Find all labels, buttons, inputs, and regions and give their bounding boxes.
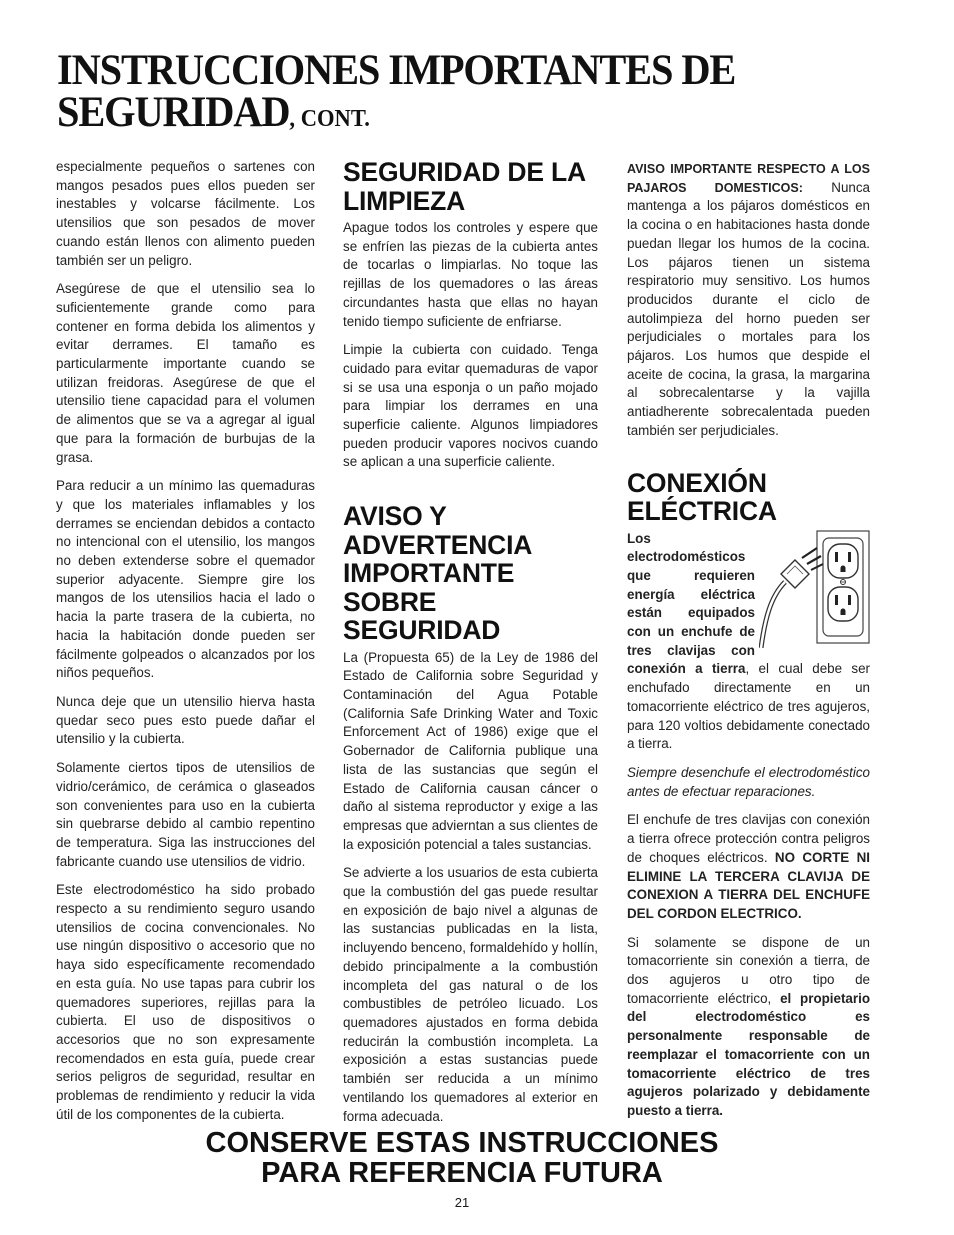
plug-text: El enchufe de tres clavijas con conexión a tierra ofrece protección contra peligros de choques eléctricos.	[627, 812, 870, 865]
outlet-plug-illustration-icon	[759, 530, 872, 648]
column-right	[627, 160, 870, 1131]
paragraph: Nunca deje que un utensilio hierva hasta quedar seco pues esto puede dañar el utensilio y la cubierta.	[56, 693, 315, 747]
paragraph: especialmente pequeños o sartenes con mangos pesados pues ellos pueden ser inestables y volcarse fácilmente. Los utensilios que son pesados de mover cuando están llenos con alimento pueden también ser un peligro.	[56, 159, 315, 268]
electrical-bold: Los electrodomésticos que requieren energía eléctrica están equipados con un enchufe de tres clavijas con conexión a tierra	[627, 530, 755, 677]
electrical-text: , el cual debe ser enchufado directamente en un tomacorriente eléctrico de tres agujeros, para 120 voltios debidamente conectado a tierra.	[627, 661, 870, 752]
section-heading-cleaning: SEGURIDAD DE LA LIMPIEZA	[343, 157, 585, 216]
paragraph: Asegúrese de que el utensilio sea lo suficientemente grande como para contener en forma debida los alimentos y evitar derrames. El tamaño es particularmente importante cuando se utilizan freidoras. Asegúrese de que el utensilio tiene capacidad para el volumen de alimentos que se va a agregar al igual que para la formación de burbujas de la grasa.	[56, 281, 315, 465]
paragraph: La (Propuesta 65) de la Ley de 1986 del Estado de California sobre Seguridad y Contaminación del Agua Potable (California Safe Drinking Water and Toxic Enforcement Act of 1986) exige que el Gobernador de California publique una lista de las sustancias que según el Estado de California causan cáncer o daño al sistema reproductor y exige a las empresas que advierntan a sus clientes de la exposición potencial a tales sustancias.	[343, 649, 598, 852]
birds-heading: AVISO IMPORTANTE RESPECTO A LOS PAJAROS DOMESTICOS:	[627, 162, 870, 195]
footer-line1: CONSERVE ESTAS INSTRUCCIONES	[205, 1127, 719, 1159]
owner-bold: el propietario del electrodoméstico es personalmente responsable de reemplazar el tomacorriente con un tomacorriente eléctrico de tres agujeros polarizado y debidamente puesto a tierra.	[627, 990, 870, 1118]
paragraph: Este electrodoméstico ha sido probado respecto a su rendimiento seguro usando utensilios de cocina convencionales. No use ningún dispositivo o accesorio que no haya sido específicamente recomendado en esta guía. No use tapas para cubrir los quemadores superiores, rejillas para la cubierta. El uso de dispositivos o accesorios que no son expresamente recomendados en esta guía, puede crear serios peligros de seguridad, resultar en problemas de rendimiento y reducir la vida útil de los componentes de la cubierta.	[56, 882, 315, 1122]
column-left	[56, 158, 315, 1134]
paragraph: Para reducir a un mínimo las quemaduras y que los materiales inflamables y los derrames se enciendan debidos a contacto no intencional con el utensilio, los mangos no deben extenderse sobre el quemador superior adyacente. Siempre gire los mangos de los utensilios hacia el lado o hacia la parte trasera de la cubierta, no hacia la habitación donde pueden ser fácilmente golpeados o alcanzados por los niños pequeños.	[56, 478, 315, 681]
title-main: INSTRUCCIONES IMPORTANTES DE SEGURIDAD	[57, 47, 736, 136]
footer-heading	[0, 1128, 924, 1188]
page-number: 21	[454, 1195, 470, 1210]
paragraph: Apague todos los controles y espere que se enfríen las piezas de la cubierta antes de tocarlas o limpiarlas. No toque las rejillas de los quemadores o las áreas circundantes hasta que ellas no hayan tenido tiempo suficiente de enfriarse.	[343, 220, 598, 329]
paragraph: Solamente ciertos tipos de utensilios de vidrio/cerámico, de cerámica o glaseados son convenientes para uso en la cubierta sin quebrarse debido al cambio repentino de temperatura. Siga las instrucciones del fabricante cuando use utensilios de vidrio.	[56, 760, 315, 869]
section-heading-warning: AVISO Y ADVERTENCIA IMPORTANTE SOBRE SEGURIDAD	[343, 501, 532, 646]
electrical-block	[627, 530, 870, 754]
paragraph: Se advierte a los usuarios de esta cubierta que la combustión del gas puede resultar en exposición de bajo nivel a algunas de las sustancias publicadas en la lista, incluyendo benceno, formaldehído y hollín, debido principalmente a la combustión incompleta del gas natural o de los combustibles de petróleo licuado. Los quemadores ajustados en forma debida reducirán la combustión incompleta. La exposición a estas sustancias puede también ser reducida a un mínimo ventilando los quemadores al exterior en forma adecuada.	[343, 865, 598, 1124]
birds-text: Nunca mantenga a los pájaros domésticos en la cocina o en habitaciones hasta donde puedan llegar los humos de la cocina. Los pájaros tienen un sistema respiratorio muy sensitivo. Los humos producidos durante el ciclo de autolimpieza del horno pueden ser perjudiciales o mortales para los pájaros. Los humos que despide el aceite de cocina, la grasa, la margarina al sobrecalentarse y la vajilla antiadherente sobrecalentada pueden también ser perjudiciales.	[627, 179, 870, 438]
plug-paragraph	[627, 811, 870, 923]
paragraph: Limpie la cubierta con cuidado. Tenga cuidado para evitar quemaduras de vapor si se usa una esponja o un paño mojado para limpiar los derrames en una superficie caliente. Algunos limpiadores pueden producir vapores nocivos cuando se aplican a una superficie caliente.	[343, 342, 598, 470]
italic-note: Siempre desenchufe el electrodoméstico antes de efectuar reparaciones.	[627, 764, 870, 799]
owner-text: Si solamente se dispone de un tomacorriente sin conexión a tierra, de dos agujeros u otro tipo de tomacorriente eléctrico,	[627, 934, 870, 1006]
footer-line2: PARA REFERENCIA FUTURA	[261, 1157, 663, 1189]
column-middle	[343, 158, 598, 1136]
section-heading-electrical: CONEXIÓN ELÉCTRICA	[627, 467, 777, 527]
plug-bold: NO CORTE NI ELIMINE LA TERCERA CLAVIJA DE CONEXION A TIERRA DEL ENCHUFE DEL CORDON ELECTRICO.	[627, 849, 870, 921]
page-title	[57, 47, 847, 140]
owner-paragraph	[627, 934, 870, 1121]
birds-notice	[627, 160, 870, 441]
title-cont: , CONT.	[289, 106, 370, 132]
